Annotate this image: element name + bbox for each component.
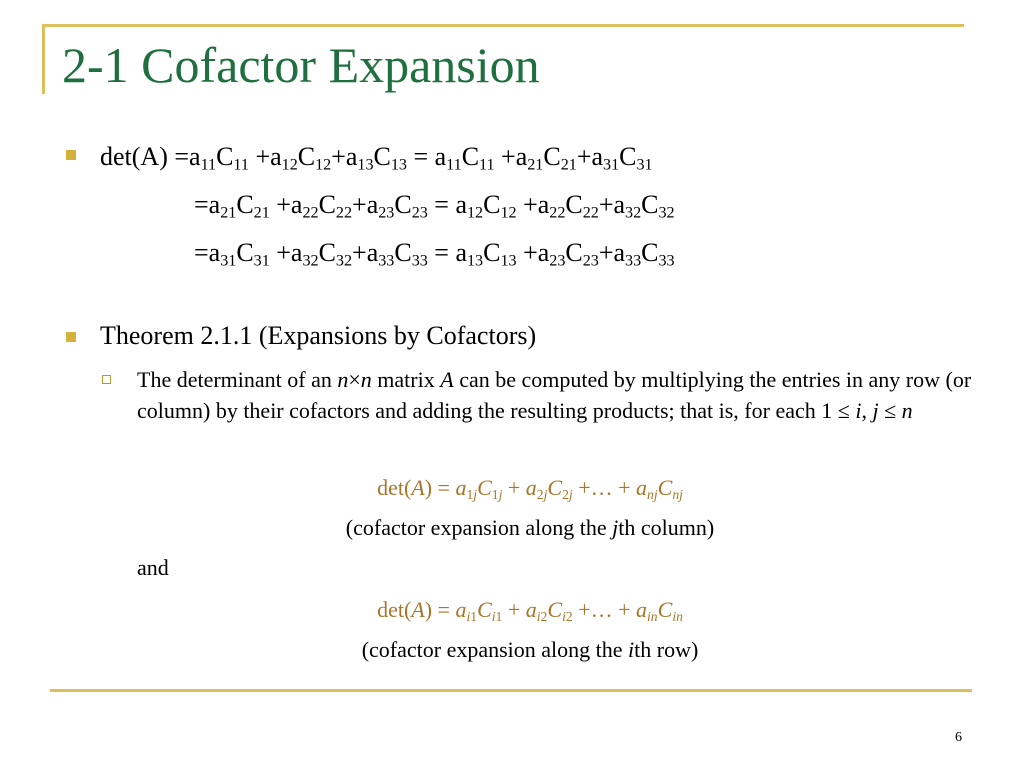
row-expansion-formula: $\det(A) = a_{i1}C_{i1} + a_{i2}C_{i2}$ +… + $a_{in}C_{in}$ xyxy=(377,597,683,624)
slide-title: 2-1 Cofactor Expansion xyxy=(62,37,540,93)
subscript: 12 xyxy=(315,156,332,174)
subscript: 33 xyxy=(411,252,428,270)
column-expansion-note: (cofactor expansion along the jth column) xyxy=(345,515,715,540)
term-text: C xyxy=(236,238,254,267)
det-line-2 xyxy=(194,190,675,222)
bottom-rule xyxy=(50,689,972,692)
subscript: 13 xyxy=(500,252,517,270)
term-text: +a xyxy=(576,142,604,171)
subscript: 32 xyxy=(302,252,319,270)
term-text: = a xyxy=(427,190,467,219)
bullet-marker xyxy=(66,150,76,160)
term-text: C xyxy=(543,142,561,171)
subscript: 22 xyxy=(335,204,353,222)
term-text: C xyxy=(619,142,637,171)
term-text: = a xyxy=(427,238,467,267)
subscript: 33 xyxy=(378,252,395,270)
subscript: 21 xyxy=(253,204,270,222)
sub-bullet-marker xyxy=(102,375,111,384)
term-text: C xyxy=(565,190,583,219)
subscript: 13 xyxy=(390,156,407,174)
term-text: C xyxy=(236,190,254,219)
subscript: 21 xyxy=(560,156,577,174)
term-text: C xyxy=(297,142,316,171)
subscript: 22 xyxy=(549,204,566,222)
term-text: C xyxy=(483,238,501,267)
subscript: 33 xyxy=(625,252,642,270)
subscript: 22 xyxy=(302,204,319,222)
term-text: +a xyxy=(598,190,626,219)
term-text: +a xyxy=(598,238,626,267)
column-expansion-formula: $\det(A) = a_{1j}C_{1j} + a_{2j}C_{2j}$ +… + $a_{nj}C_{nj}$ xyxy=(377,475,683,502)
term-text: C xyxy=(216,142,234,171)
page-number: 6 xyxy=(955,730,962,745)
subscript: 21 xyxy=(220,204,237,222)
subscript: 12 xyxy=(500,204,517,222)
term-text: +a xyxy=(494,142,528,171)
and-text: and xyxy=(137,555,169,580)
term-text: +a xyxy=(269,238,303,267)
term-text: det(A) =a xyxy=(100,142,201,171)
subscript: 31 xyxy=(253,252,270,270)
term-text: C xyxy=(394,190,412,219)
theorem-heading: Theorem 2.1.1 (Expansions by Cofactors) xyxy=(100,321,537,350)
term-text: +a xyxy=(248,142,282,171)
subscript: 21 xyxy=(527,156,544,174)
subscript: 11 xyxy=(479,156,495,174)
subscript: 12 xyxy=(467,204,484,222)
det-line-3 xyxy=(194,238,675,270)
top-rule xyxy=(42,24,964,27)
subscript: 11 xyxy=(200,156,217,174)
subscript: 13 xyxy=(467,252,484,270)
subscript: 22 xyxy=(582,204,599,222)
subscript: 31 xyxy=(603,156,620,174)
term-text: C xyxy=(641,238,659,267)
term-text: =a xyxy=(194,238,221,267)
term-text: +a xyxy=(331,142,358,171)
bullet-marker xyxy=(66,332,76,342)
term-text: C xyxy=(373,142,391,171)
term-text: +a xyxy=(269,190,303,219)
subscript: 32 xyxy=(335,252,353,270)
term-text: C xyxy=(641,190,659,219)
subscript: 11 xyxy=(233,156,249,174)
left-rule xyxy=(42,24,45,94)
term-text: C xyxy=(318,238,336,267)
subscript: 23 xyxy=(378,204,395,222)
term-text: +a xyxy=(516,238,550,267)
subscript: 12 xyxy=(281,156,298,174)
term-text: +a xyxy=(516,190,550,219)
subscript: 23 xyxy=(549,252,566,270)
term-text: C xyxy=(394,238,412,267)
theorem-statement: The determinant of an n×n matrix A can be computed by multiplying the entries in any row (or column) by their cofactors and adding the resulting products; that is, for each 1 ≤ i, j ≤ n xyxy=(137,367,972,423)
term-text: = a xyxy=(406,142,447,171)
det-line-1 xyxy=(100,142,653,174)
subscript: 23 xyxy=(411,204,428,222)
term-text: C xyxy=(483,190,501,219)
row-expansion-note: (cofactor expansion along the ith row) xyxy=(361,637,699,662)
subscript: 31 xyxy=(220,252,237,270)
term-text: +a xyxy=(352,238,379,267)
term-text: +a xyxy=(352,190,379,219)
subscript: 32 xyxy=(658,204,675,222)
subscript: 32 xyxy=(625,204,642,222)
subscript: 13 xyxy=(357,156,374,174)
subscript: 31 xyxy=(636,156,653,174)
term-text: C xyxy=(318,190,336,219)
term-text: =a xyxy=(194,190,221,219)
subscript: 23 xyxy=(582,252,599,270)
term-text: C xyxy=(461,142,480,171)
subscript: 11 xyxy=(446,156,462,174)
term-text: C xyxy=(565,238,583,267)
subscript: 33 xyxy=(658,252,675,270)
